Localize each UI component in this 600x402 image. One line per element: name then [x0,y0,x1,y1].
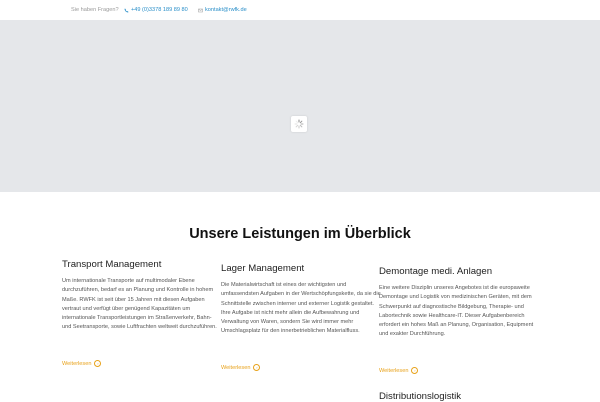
email-text[interactable]: kontakt@rwfk.de [205,7,247,13]
service-title: Transport Management [62,259,162,270]
read-more-label[interactable]: Weiterlesen [221,364,251,371]
read-more-link[interactable] [379,367,418,374]
service-title: Demontage medi. Anlagen [379,266,493,277]
read-more-label[interactable]: Weiterlesen [379,367,409,374]
mail-icon [198,8,203,13]
arrow-circle-icon: › [253,364,260,371]
service-text: Die Materialwirtschaft ist eines der wichtigsten und umfassendsten Aufgaben in der Wertschöpfungskette, da sie die Schnittstelle zwischen interner und externer Logistik gestaltet. Ihre Aufgabe ist nicht mehr allein die Aufbewahrung und Verwaltung von Waren, sondern Sie wird immer mehr Umschlagsplatz für den innerbetrieblichen Materialfluss. [221,282,381,335]
service-card-distribution [379,391,539,402]
arrow-circle-icon: › [411,367,418,374]
loading-spinner [291,116,307,132]
service-title: Lager Management [221,263,305,274]
arrow-circle-icon: › [94,360,101,367]
service-text: Um internationale Transporte auf multimodaler Ebene durchzuführen, bedarf es an Planung und Kontrolle in hohem Maße. RWFK ist seit über 15 Jahren mit diesen Aufgaben vertraut und verfügt über genügend Kapazitäten um internationale Transportleistungen im Straßenverkehr, Bahn- und Seetransporte, sowie Luftfrachten weltweit durchzuführen. [62,278,217,331]
phone-link[interactable] [124,7,188,13]
service-card-transport [62,259,222,333]
email-link[interactable] [198,7,247,13]
service-card-lager [221,263,381,337]
contact-bar [0,0,600,20]
service-title: Distributionslogistik [379,391,462,402]
read-more-link[interactable] [62,360,101,367]
service-text: Eine weitere Disziplin unseres Angebotes ist die europaweite Demontage und Logistik von medizinischen Geräten, mit dem Schwerpunkt auf diagnostische Bildgebung, Therapie- und Labortechnik sowie Healthcare-IT. Dieser Aufgabenbereich erfordert ein hohes Maß an Planung, Organisation, Equipment und exakter Durchführung. [379,285,534,338]
service-card-demontage [379,266,539,340]
section-title: Unsere Leistungen im Überblick [189,226,411,242]
read-more-link[interactable] [221,364,260,371]
contact-question [71,7,119,13]
phone-icon [124,8,129,13]
read-more-label[interactable]: Weiterlesen [62,360,92,367]
contact-question-text: Sie haben Fragen? [71,7,119,13]
phone-text[interactable]: +49 (0)3378 189 89 80 [131,7,188,13]
hero-slider [0,20,600,192]
spinner-icon [294,119,304,129]
